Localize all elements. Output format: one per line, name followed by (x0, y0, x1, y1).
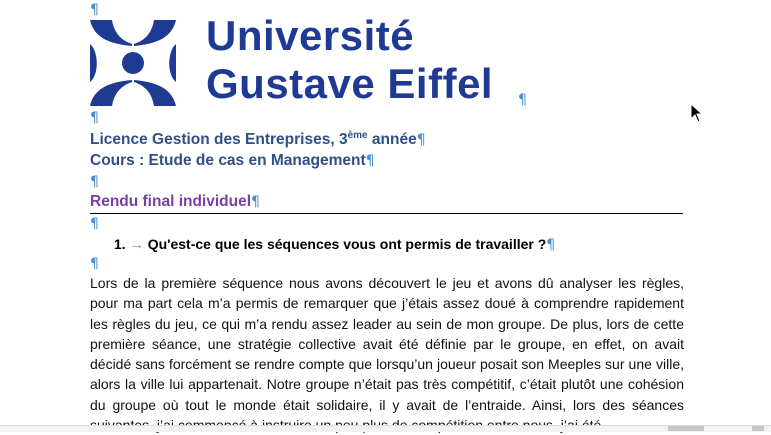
paragraph-mark: ¶ (90, 216, 99, 232)
licence-heading (90, 130, 426, 149)
licence-superscript: ème (347, 130, 368, 141)
logo-text-line1: Université (206, 12, 415, 59)
tab-arrow-icon: → (129, 236, 144, 252)
scrollbar-thumb[interactable] (668, 426, 704, 431)
rendu-heading (90, 193, 260, 211)
licence-text: Licence Gestion des Entreprises, 3 (90, 131, 348, 149)
paragraph-mark: ¶ (90, 174, 99, 190)
paragraph-mark: ¶ (90, 110, 99, 126)
question-text: Qu'est-ce que les séquences vous ont permis de travailler ? (147, 236, 547, 252)
body-paragraph[interactable]: Lors de la première séquence nous avons découvert le jeu et avons dû analyser les règles, pour ma part cela m’a permis de remarquer que j’étais assez doué à comprendre rapidement les règles du jeu, ce qui m’a rendu assez leader au sein de mon groupe. De plus, lors de cette première séance, une stratégie collective avait été définie par le groupe, en effet, on avait décidé sans forcément se rendre compte que lorsqu’un joueur posait son Meeples sur une ville, alors la ville lui appartenait. Notre groupe n’était pas très compétitif, c’était plutôt une cohésion du groupe où tout le monde était solidaire, il y avait de l’entraide. Ainsi, lors des séances (90, 275, 684, 413)
licence-suffix: année (367, 131, 417, 149)
horizontal-rule (90, 213, 683, 214)
course-text: Cours : Etude de cas en Management (90, 152, 366, 169)
university-logo (90, 14, 530, 112)
mouse-pointer-icon (690, 103, 704, 123)
paragraph-mark: ¶ (251, 194, 260, 210)
paragraph-mark: ¶ (90, 2, 99, 18)
question-1 (114, 236, 555, 253)
paragraph-mark: ¶ (416, 132, 426, 149)
scrollbar-end[interactable] (752, 426, 764, 431)
paragraph-mark: ¶ (90, 256, 99, 272)
logo-emblem-icon (90, 14, 190, 112)
question-number: 1. (114, 236, 126, 252)
paragraph-mark: ¶ (365, 153, 375, 169)
logo-text-line2: Gustave Eiffel (206, 60, 494, 107)
rendu-text: Rendu final individuel (90, 193, 252, 210)
paragraph-mark: ¶ (546, 237, 556, 253)
paragraph-mark: ¶ (518, 92, 527, 108)
course-heading (90, 152, 375, 170)
